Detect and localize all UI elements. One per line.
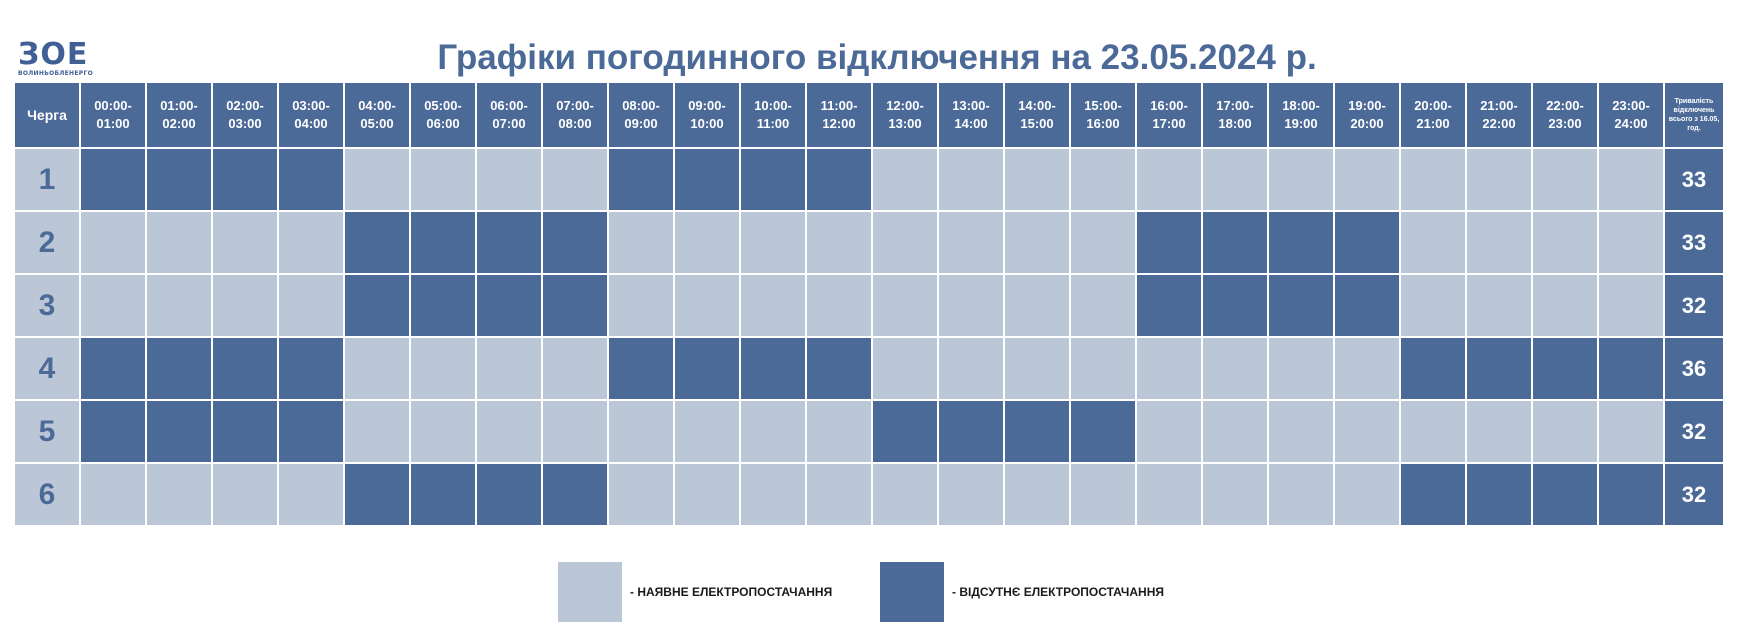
power-cell	[741, 275, 805, 336]
header-hour-18: 18:00- 19:00	[1269, 83, 1333, 147]
outage-cell	[477, 275, 541, 336]
power-cell	[1203, 401, 1267, 462]
power-cell	[1335, 401, 1399, 462]
power-cell	[1071, 338, 1135, 399]
power-cell	[873, 149, 937, 210]
outage-cell	[411, 275, 475, 336]
header-hour-1: 01:00- 02:00	[147, 83, 211, 147]
power-cell	[147, 275, 211, 336]
power-cell	[807, 275, 871, 336]
power-cell	[675, 275, 739, 336]
logo-subtitle: ВОЛИНЬОБЛЕНЕРГО	[18, 70, 93, 77]
header-hour-7: 07:00- 08:00	[543, 83, 607, 147]
power-cell	[1137, 464, 1201, 525]
power-cell	[477, 401, 541, 462]
power-cell	[147, 464, 211, 525]
outage-cell	[81, 401, 145, 462]
outage-cell	[1599, 338, 1663, 399]
power-cell	[1137, 149, 1201, 210]
power-cell	[1137, 338, 1201, 399]
power-cell	[1269, 401, 1333, 462]
header-hour-10: 10:00- 11:00	[741, 83, 805, 147]
power-cell	[1005, 338, 1069, 399]
power-cell	[609, 212, 673, 273]
power-cell	[741, 401, 805, 462]
outage-cell	[741, 149, 805, 210]
outage-cell	[609, 149, 673, 210]
power-cell	[1137, 401, 1201, 462]
power-cell	[279, 464, 343, 525]
outage-cell	[807, 338, 871, 399]
power-cell	[477, 149, 541, 210]
schedule-table	[15, 83, 1723, 525]
total-hours: 33	[1665, 212, 1723, 273]
header-hour-9: 09:00- 10:00	[675, 83, 739, 147]
power-cell	[1005, 275, 1069, 336]
outage-cell	[1467, 464, 1531, 525]
header-hour-15: 15:00- 16:00	[1071, 83, 1135, 147]
power-cell	[939, 338, 1003, 399]
outage-cell	[873, 401, 937, 462]
outage-cell	[1137, 212, 1201, 273]
power-cell	[1533, 212, 1597, 273]
legend-absent	[880, 562, 1164, 622]
outage-cell	[345, 275, 409, 336]
header-hour-12: 12:00- 13:00	[873, 83, 937, 147]
header-hour-13: 13:00- 14:00	[939, 83, 1003, 147]
power-cell	[873, 338, 937, 399]
power-cell	[1071, 212, 1135, 273]
power-cell	[1401, 149, 1465, 210]
power-cell	[1401, 401, 1465, 462]
page-title: Графіки погодинного відключення на 23.05.2024 р.	[437, 38, 1317, 77]
queue-number: 5	[15, 401, 79, 462]
header-hour-4: 04:00- 05:00	[345, 83, 409, 147]
outage-cell	[213, 149, 277, 210]
power-cell	[1005, 149, 1069, 210]
power-cell	[1005, 464, 1069, 525]
power-cell	[1071, 464, 1135, 525]
outage-cell	[1335, 275, 1399, 336]
total-hours: 32	[1665, 275, 1723, 336]
outage-cell	[1401, 338, 1465, 399]
header-hour-23: 23:00- 24:00	[1599, 83, 1663, 147]
power-cell	[609, 401, 673, 462]
outage-cell	[1203, 212, 1267, 273]
power-cell	[741, 464, 805, 525]
outage-cell	[477, 464, 541, 525]
power-cell	[609, 464, 673, 525]
power-cell	[543, 149, 607, 210]
outage-cell	[279, 338, 343, 399]
header-hour-17: 17:00- 18:00	[1203, 83, 1267, 147]
outage-cell	[81, 149, 145, 210]
power-cell	[873, 212, 937, 273]
power-cell	[939, 464, 1003, 525]
outage-cell	[279, 401, 343, 462]
legend-label-available: - НАЯВНЕ ЕЛЕКТРОПОСТАЧАННЯ	[630, 585, 833, 599]
power-cell	[1467, 149, 1531, 210]
header-hour-11: 11:00- 12:00	[807, 83, 871, 147]
legend-swatch-available	[558, 562, 622, 622]
power-cell	[1467, 212, 1531, 273]
power-cell	[213, 275, 277, 336]
header-hour-3: 03:00- 04:00	[279, 83, 343, 147]
outage-cell	[147, 401, 211, 462]
power-cell	[1203, 464, 1267, 525]
outage-cell	[1533, 464, 1597, 525]
outage-cell	[807, 149, 871, 210]
power-cell	[1533, 401, 1597, 462]
power-cell	[213, 464, 277, 525]
power-cell	[81, 464, 145, 525]
power-cell	[279, 212, 343, 273]
header-hour-14: 14:00- 15:00	[1005, 83, 1069, 147]
power-cell	[1071, 149, 1135, 210]
outage-cell	[411, 464, 475, 525]
power-cell	[1599, 275, 1663, 336]
power-cell	[939, 212, 1003, 273]
header-duration: Тривалість відключень всього з 16.05, год.	[1665, 83, 1723, 147]
total-hours: 33	[1665, 149, 1723, 210]
outage-cell	[1467, 338, 1531, 399]
header-hour-5: 05:00- 06:00	[411, 83, 475, 147]
power-cell	[1269, 464, 1333, 525]
power-cell	[411, 401, 475, 462]
queue-number: 3	[15, 275, 79, 336]
power-cell	[873, 275, 937, 336]
power-cell	[1533, 149, 1597, 210]
power-cell	[807, 401, 871, 462]
header-hour-19: 19:00- 20:00	[1335, 83, 1399, 147]
outage-cell	[1533, 338, 1597, 399]
outage-cell	[741, 338, 805, 399]
legend-swatch-absent	[880, 562, 944, 622]
outage-cell	[147, 149, 211, 210]
power-cell	[81, 275, 145, 336]
outage-cell	[147, 338, 211, 399]
header-hour-6: 06:00- 07:00	[477, 83, 541, 147]
queue-number: 2	[15, 212, 79, 273]
power-cell	[477, 338, 541, 399]
outage-cell	[1269, 212, 1333, 273]
outage-cell	[1137, 275, 1201, 336]
legend-label-absent: - ВІДСУТНЄ ЕЛЕКТРОПОСТАЧАННЯ	[952, 585, 1164, 599]
outage-cell	[675, 149, 739, 210]
power-cell	[1401, 212, 1465, 273]
queue-number: 1	[15, 149, 79, 210]
power-cell	[1599, 401, 1663, 462]
power-cell	[1599, 212, 1663, 273]
power-cell	[675, 464, 739, 525]
header-hour-8: 08:00- 09:00	[609, 83, 673, 147]
power-cell	[1467, 401, 1531, 462]
power-cell	[213, 212, 277, 273]
power-cell	[609, 275, 673, 336]
outage-cell	[279, 149, 343, 210]
power-cell	[1335, 149, 1399, 210]
outage-cell	[411, 212, 475, 273]
power-cell	[939, 275, 1003, 336]
outage-cell	[1335, 212, 1399, 273]
power-cell	[345, 338, 409, 399]
outage-cell	[213, 338, 277, 399]
queue-number: 6	[15, 464, 79, 525]
power-cell	[1335, 338, 1399, 399]
power-cell	[675, 212, 739, 273]
outage-cell	[1401, 464, 1465, 525]
power-cell	[741, 212, 805, 273]
power-cell	[807, 212, 871, 273]
outage-cell	[1269, 275, 1333, 336]
power-cell	[1599, 149, 1663, 210]
outage-cell	[1005, 401, 1069, 462]
outage-cell	[675, 338, 739, 399]
outage-cell	[543, 464, 607, 525]
outage-cell	[213, 401, 277, 462]
power-cell	[1071, 275, 1135, 336]
power-cell	[675, 401, 739, 462]
total-hours: 32	[1665, 464, 1723, 525]
logo-mark: ЗОЕ	[18, 37, 89, 72]
power-cell	[1203, 149, 1267, 210]
power-cell	[1401, 275, 1465, 336]
power-cell	[411, 338, 475, 399]
power-cell	[1203, 338, 1267, 399]
outage-cell	[543, 212, 607, 273]
power-cell	[807, 464, 871, 525]
header-hour-0: 00:00- 01:00	[81, 83, 145, 147]
power-cell	[345, 149, 409, 210]
power-cell	[1467, 275, 1531, 336]
outage-cell	[543, 275, 607, 336]
power-cell	[411, 149, 475, 210]
power-cell	[1335, 464, 1399, 525]
power-cell	[543, 338, 607, 399]
outage-cell	[1203, 275, 1267, 336]
power-cell	[1533, 275, 1597, 336]
power-cell	[543, 401, 607, 462]
outage-cell	[345, 464, 409, 525]
outage-cell	[939, 401, 1003, 462]
power-cell	[81, 212, 145, 273]
power-cell	[873, 464, 937, 525]
header-hour-20: 20:00- 21:00	[1401, 83, 1465, 147]
power-cell	[1269, 338, 1333, 399]
header-queue: Черга	[15, 83, 79, 147]
header-hour-16: 16:00- 17:00	[1137, 83, 1201, 147]
power-cell	[147, 212, 211, 273]
power-cell	[1269, 149, 1333, 210]
outage-cell	[345, 212, 409, 273]
power-cell	[939, 149, 1003, 210]
header-hour-2: 02:00- 03:00	[213, 83, 277, 147]
queue-number: 4	[15, 338, 79, 399]
power-cell	[1005, 212, 1069, 273]
outage-cell	[1599, 464, 1663, 525]
legend-available	[558, 562, 832, 622]
power-cell	[279, 275, 343, 336]
total-hours: 32	[1665, 401, 1723, 462]
outage-cell	[477, 212, 541, 273]
outage-cell	[81, 338, 145, 399]
total-hours: 36	[1665, 338, 1723, 399]
header-hour-22: 22:00- 23:00	[1533, 83, 1597, 147]
power-cell	[345, 401, 409, 462]
outage-cell	[609, 338, 673, 399]
outage-cell	[1071, 401, 1135, 462]
header-hour-21: 21:00- 22:00	[1467, 83, 1531, 147]
